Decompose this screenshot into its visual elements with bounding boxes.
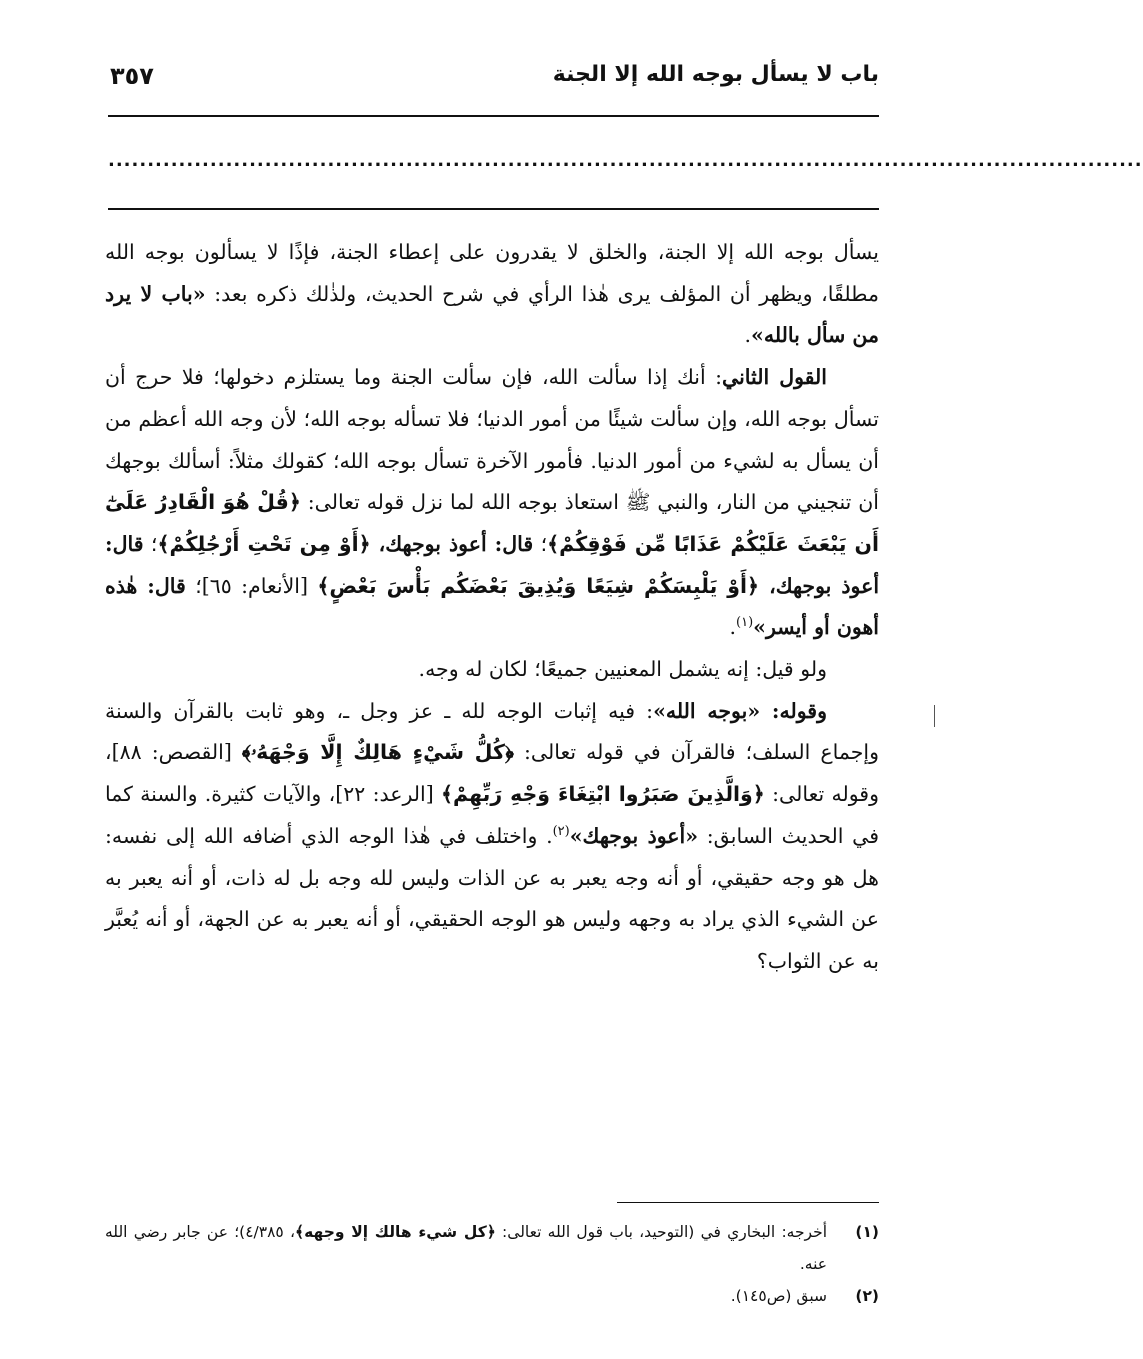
text-run: : فيه إثبات الوجه لله ـ عز وجل ـ، وهو ثابت بالقرآن والسنة وإجماع السلف؛ فالقرآن في قوله تعالى: (105, 698, 879, 765)
text-run: ؛ (143, 531, 158, 556)
text-run: سبق (ص١٤٥). (730, 1287, 827, 1305)
page-number: ٣٥٧ (110, 62, 154, 90)
paragraph (105, 691, 879, 983)
text-run: . (744, 323, 752, 348)
footnote-number: (٢) (855, 1287, 879, 1305)
bold-text: قال: أعوذ بوجهك، (105, 531, 880, 598)
quran-verse: ﴿كُلُّ شَيْءٍ هَالِكٌ إِلَّا وَجْهَهُۥ﴾ (241, 740, 514, 765)
paragraph (105, 232, 879, 357)
bold-text: وقوله: «بوجه الله» (653, 698, 827, 723)
quran-verse: ﴿وَالَّذِينَ صَبَرُوا ابْتِغَاءَ وَجْهِ رَبِّهِمْ﴾ (441, 782, 765, 807)
text-run: أخرجه: البخاري في (التوحيد، باب قول الله تعالى: (495, 1223, 827, 1241)
paragraph (105, 649, 879, 691)
margin-mark (934, 705, 935, 727)
footnote-number: (١) (855, 1223, 879, 1241)
footnote-rule (617, 1202, 879, 1203)
footnote-ref: (١) (736, 615, 754, 631)
quran-verse: ﴿أَوْ يَلْبِسَكُمْ شِيَعًا وَيُذِيقَ بَعْضَكُم بَأْسَ بَعْضٍ﴾ (317, 573, 760, 598)
text-run: يسأل بوجه الله إلا الجنة، والخلق لا يقدرون على إعطاء الجنة، فإذًا لا يسألون بوجه الله مطلقًا، ويظهر أن المؤلف يرى هٰذا الرأي في شرح الحديث، ولذٰلك ذكره بعد: (105, 240, 879, 306)
footnote-ref: (٢) (552, 824, 570, 840)
separator-dots: .................................................................................................................................... (108, 150, 1143, 171)
bold-text: «باب لا يرد من سأل بالله» (105, 281, 879, 348)
quran-verse: ﴿أَوْ مِن تَحْتِ أَرْجُلِكُمْ﴾ (157, 531, 371, 556)
body-text (105, 232, 879, 983)
body-rule (108, 208, 879, 210)
text-run: ؛ (533, 531, 548, 556)
page-header (110, 58, 879, 98)
text-run: . (729, 615, 737, 640)
bold-text: قال: هٰذه أهون أو أيسر» (105, 573, 879, 640)
running-title: باب لا يسأل بوجه الله إلا الجنة (552, 62, 879, 87)
quran-verse: ﴿قُلْ هُوَ الْقَادِرُ عَلَىٰٓ أَن يَبْعَثَ عَلَيْكُمْ عَذَابًا مِّن فَوْقِكُمْ﴾ (105, 490, 879, 556)
text-run: [الأنعام: ٦٥]؛ (185, 573, 318, 598)
footnote (105, 1280, 879, 1312)
bold-text: القول الثاني (721, 365, 827, 390)
footnote-text (105, 1216, 827, 1280)
paragraph (105, 357, 879, 649)
text-run: [الرعد: ٢٢]، والآيات كثيرة. والسنة كما في الحديث السابق: (105, 782, 879, 848)
footnote-text (105, 1280, 827, 1312)
text-run: [القصص: ٨٨]، وقوله تعالى: (105, 740, 880, 807)
text-run: ، ٤/٣٨٥)؛ عن جابر رضي الله عنه. (105, 1223, 827, 1273)
header-rule (108, 115, 879, 117)
bold-text: «أعوذ بوجهك» (569, 823, 699, 848)
footnotes (105, 1216, 879, 1312)
bold-text: ﴿كل شيء هالك إلا وجهه﴾ (294, 1223, 496, 1241)
text-run: . واختلف في هٰذا الوجه الذي أضافه الله إلى نفسه: هل هو وجه حقيقي، أو أنه وجه يعبر به عن الذات وليس لله وجه بل له ذات، أو أنه يعبر به عن الشيء الذي يراد به وجهه وليس هو الوجه الحقيقي، أو أنه يعبر به عن الجهة، أو أنه يُعبَّر به عن الثواب؟ (105, 823, 879, 973)
footnote (105, 1216, 879, 1280)
text-run: : أنك إذا سألت الله، فإن سألت الجنة وما يستلزم دخولها؛ فلا حرج أن تسأل بوجه الله، وإن سألت شيئًا من أمور الدنيا؛ فلا تسأله بوجه الله؛ لأن وجه الله أعظم من أن يسأل به لشيء من أمور الدنيا. فأمور الآخرة تسأل بوجه الله؛ كقولك مثلاً: أسألك بوجهك أن تنجيني من النار، والنبي ﷺ استعاذ بوجه الله لما نزل قوله تعالى: (105, 365, 879, 515)
text-run: ولو قيل: إنه يشمل المعنيين جميعًا؛ لكان له وجه. (418, 657, 827, 682)
bold-text: قال: أعوذ بوجهك، (370, 531, 534, 556)
